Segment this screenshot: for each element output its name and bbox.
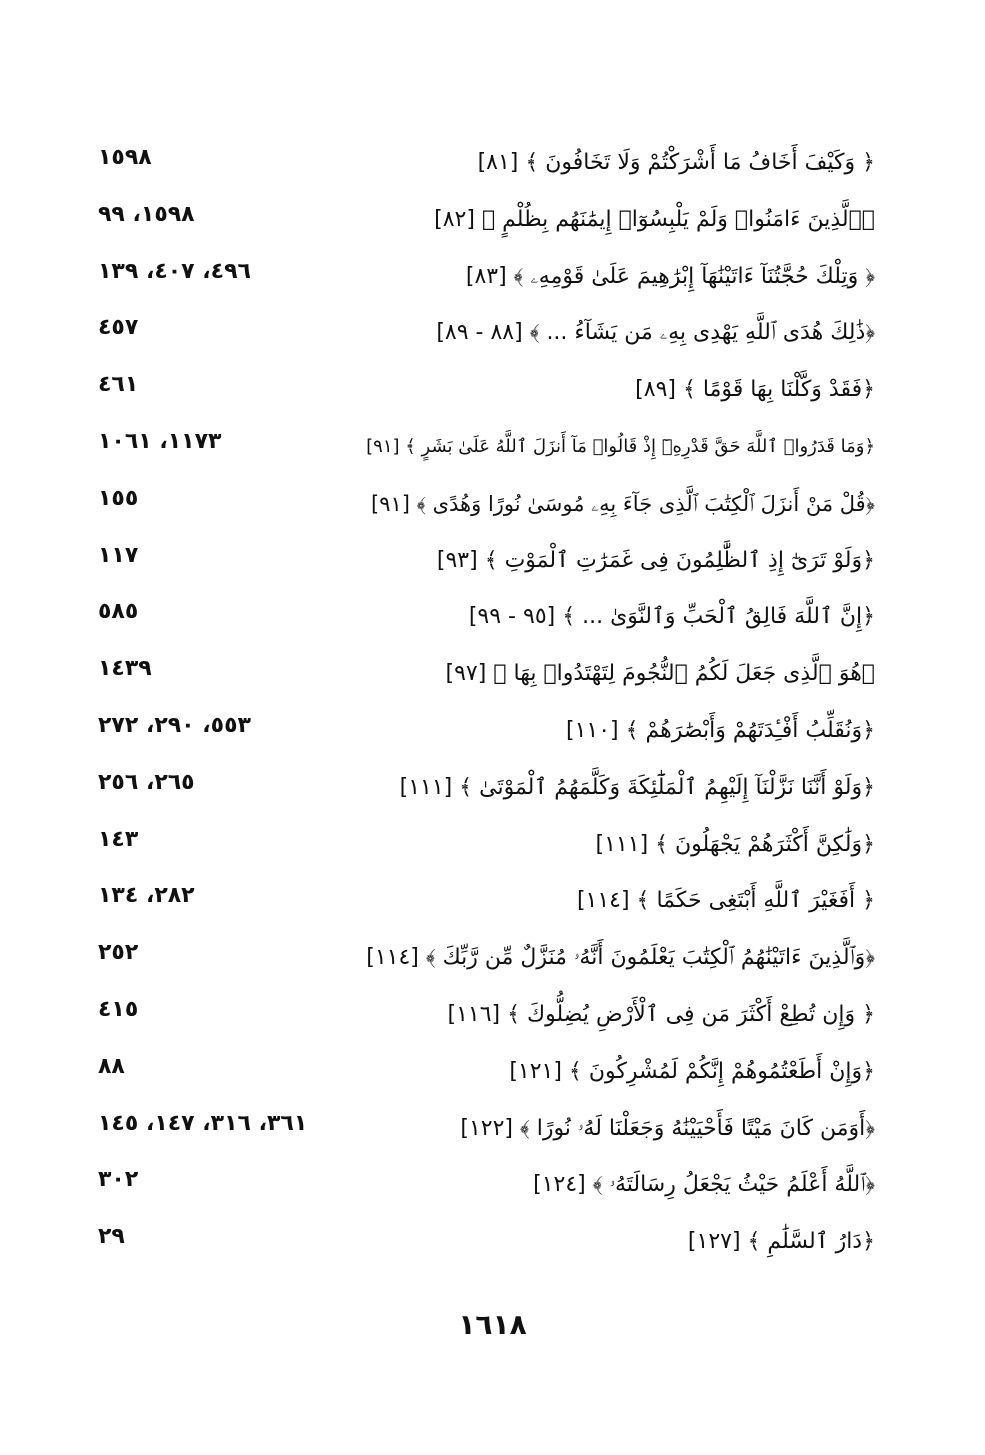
page-references: ١٥٥ bbox=[98, 485, 139, 511]
index-row bbox=[80, 820, 875, 870]
verse-citation: ﴿وَنُقَلِّبُ أَفْـِٔدَتَهُمْ وَأَبْصَٰرَهُمْ ﴾ [١١٠] bbox=[566, 718, 875, 743]
page-references: ١١٧ bbox=[98, 542, 139, 568]
index-row bbox=[80, 933, 875, 983]
verse-citation: ﴿ أَفَغَيْرَ ٱللَّهِ أَبْتَغِى حَكَمًا ﴾ [١١٤] bbox=[576, 888, 875, 914]
verse-citation: ﴿وَٱلَّذِينَ ءَاتَيْنَٰهُمُ ٱلْكِتَٰبَ يَعْلَمُونَ أَنَّهُۥ مُنَزَّلٌ مِّن رَّبِّكَ ﴾ [١١٤] bbox=[366, 945, 875, 971]
page-references: ٨٨ bbox=[98, 1053, 125, 1079]
page-references: ١٤٣ bbox=[98, 826, 139, 852]
index-row bbox=[80, 649, 875, 699]
page-references: ٤٩٦، ٤٠٧، ١٣٩ bbox=[98, 258, 251, 284]
verse-citation: ﴿وَلَٰكِنَّ أَكْثَرَهُمْ يَجْهَلُونَ ﴾ [١١١] bbox=[595, 831, 875, 857]
index-row bbox=[80, 706, 875, 756]
verse-citation: ﴿إِنَّ ٱللَّهَ فَالِقُ ٱلْحَبِّ وَٱلنَّوَىٰ ... ﴾ [٩٥ - ٩٩] bbox=[468, 604, 875, 630]
verse-citation: ﴿هُوَ ٱلَّذِى جَعَلَ لَكُمُ ٱلنُّجُومَ لِتَهْتَدُوا۟ بِهَا ﴾ [٩٧] bbox=[445, 661, 875, 687]
index-row bbox=[80, 763, 875, 813]
verse-index-list bbox=[80, 138, 875, 1273]
index-row bbox=[80, 592, 875, 642]
page-references: ٢٦٥، ٢٥٦ bbox=[98, 769, 195, 795]
page-references: ٥٨٥ bbox=[98, 599, 139, 625]
verse-citation: ﴿ٱلَّذِينَ ءَامَنُوا۟ وَلَمْ يَلْبِسُوٓا۟ إِيمَٰنَهُم بِظُلْمٍ ﴾ [٨٢] bbox=[434, 206, 875, 232]
page-references: ١٥٩٨، ٩٩ bbox=[98, 201, 195, 227]
verse-citation: ﴿وَمَا قَدَرُوا۟ ٱللَّهَ حَقَّ قَدْرِهِۦٓ إِذْ قَالُوا۟ مَآ أَنزَلَ ٱللَّهُ عَلَىٰ بَشَرٍ ﴾ [٩١] bbox=[366, 436, 875, 457]
page-references: ٤٥٧ bbox=[98, 315, 139, 341]
page-references: ١٤٣٩ bbox=[98, 656, 152, 682]
page-references: ١٥٩٨ bbox=[98, 145, 152, 170]
verse-citation: ﴿ذَٰلِكَ هُدَى ٱللَّهِ يَهْدِى بِهِۦ مَن يَشَآءُ ... ﴾ [٨٨ - ٨٩] bbox=[436, 320, 875, 346]
index-row bbox=[80, 1160, 875, 1210]
page-references: ٣٠٢ bbox=[98, 1167, 139, 1193]
verse-citation: ﴿وَلَوْ تَرَىٰٓ إِذِ ٱلظَّٰلِمُونَ فِى غَمَرَٰتِ ٱلْمَوْتِ ﴾ [٩٣] bbox=[436, 547, 875, 573]
index-row bbox=[80, 479, 875, 529]
index-row bbox=[80, 876, 875, 926]
page-references: ٢٥٢ bbox=[98, 940, 139, 966]
verse-citation: ﴿وَإِنْ أَطَعْتُمُوهُمْ إِنَّكُمْ لَمُشْرِكُونَ ﴾ [١٢١] bbox=[509, 1058, 875, 1084]
verse-citation: ﴿قُلْ مَنْ أَنزَلَ ٱلْكِتَٰبَ ٱلَّذِى جَآءَ بِهِۦ مُوسَىٰ نُورًا وَهُدًى ﴾ [٩١] bbox=[370, 491, 875, 516]
verse-citation: ﴿دَارُ ٱلسَّلَٰمِ ﴾ [١٢٧] bbox=[687, 1229, 875, 1255]
page-references: ٤٦١ bbox=[98, 372, 139, 398]
page-references: ٣٦١، ٣١٦، ١٤٧، ١٤٥ bbox=[98, 1110, 308, 1136]
index-row bbox=[80, 252, 875, 302]
index-row bbox=[80, 990, 875, 1040]
page-references: ١١٧٣، ١٠٦١ bbox=[98, 429, 222, 454]
index-row bbox=[80, 536, 875, 586]
index-row bbox=[80, 422, 875, 472]
verse-citation: ﴿ وَتِلْكَ حُجَّتُنَآ ءَاتَيْنَٰهَآ إِبْرَٰهِيمَ عَلَىٰ قَوْمِهِۦ ﴾ [٨٣] bbox=[465, 263, 875, 289]
verse-citation: ﴿ وَإِن تُطِعْ أَكْثَرَ مَن فِى ٱلْأَرْضِ يُضِلُّوكَ ﴾ [١١٦] bbox=[447, 1002, 875, 1027]
page-references: ٢٩ bbox=[98, 1224, 125, 1250]
index-row bbox=[80, 195, 875, 245]
index-row bbox=[80, 1104, 875, 1154]
verse-citation: ﴿أَوَمَن كَانَ مَيْتًا فَأَحْيَيْنَٰهُ وَجَعَلْنَا لَهُۥ نُورًا ﴾ [١٢٢] bbox=[460, 1115, 875, 1141]
verse-citation: ﴿وَلَوْ أَنَّنَا نَزَّلْنَآ إِلَيْهِمُ ٱلْمَلَٰٓئِكَةَ وَكَلَّمَهُمُ ٱلْمَوْتَىٰ ﴾ [١١١] bbox=[399, 774, 875, 800]
index-row bbox=[80, 1047, 875, 1097]
page-references: ٢٨٢، ١٣٤ bbox=[98, 883, 195, 909]
page-references: ٥٥٣، ٢٩٠، ٢٧٢ bbox=[98, 713, 251, 738]
index-row bbox=[80, 1217, 875, 1267]
page-number: ١٦١٨ bbox=[458, 1308, 527, 1341]
page-references: ٤١٥ bbox=[98, 997, 139, 1022]
index-row bbox=[80, 365, 875, 415]
index-row bbox=[80, 308, 875, 358]
verse-citation: ﴿ وَكَيْفَ أَخَافُ مَا أَشْرَكْتُمْ وَلَا تَخَافُونَ ﴾ [٨١] bbox=[477, 150, 875, 175]
verse-citation: ﴿ٱللَّهُ أَعْلَمُ حَيْثُ يَجْعَلُ رِسَالَتَهُۥ ﴾ [١٢٤] bbox=[533, 1172, 875, 1198]
verse-citation: ﴿فَقَدْ وَكَّلْنَا بِهَا قَوْمًا ﴾ [٨٩] bbox=[635, 377, 875, 403]
index-row bbox=[80, 138, 875, 188]
